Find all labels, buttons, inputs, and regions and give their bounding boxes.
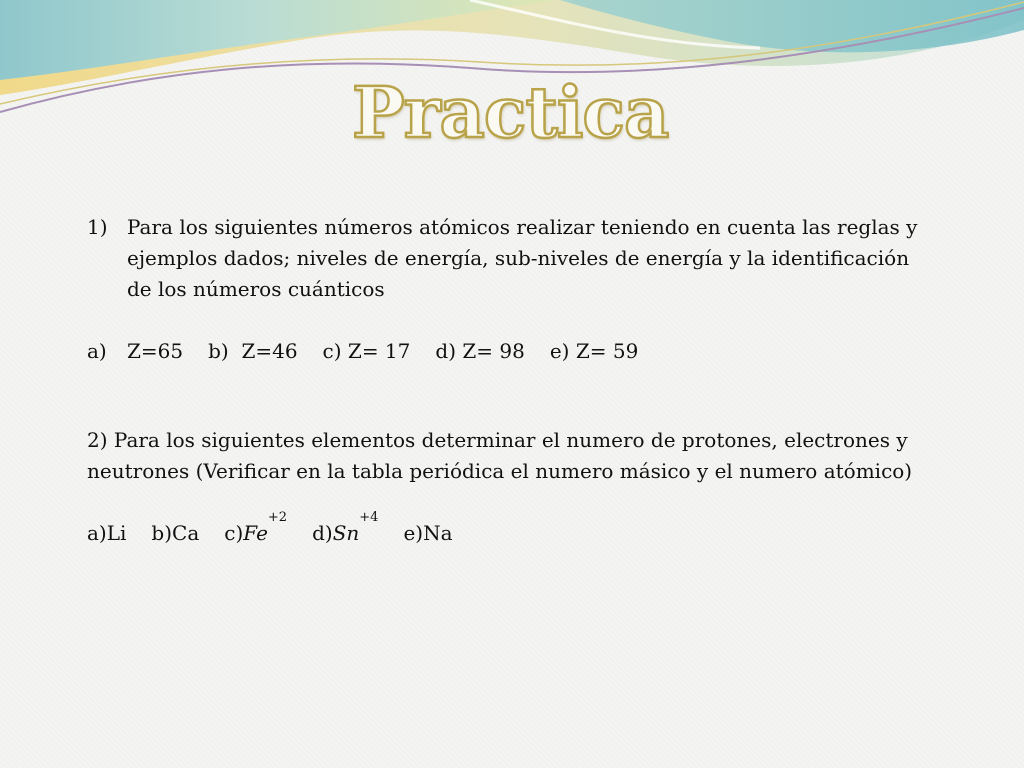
ion-charge: +4 (359, 510, 379, 525)
ion-charge: +2 (267, 510, 288, 525)
option-value: Z=46 (241, 339, 298, 363)
element-symbol: Sn (332, 521, 360, 545)
option-label: b) (151, 521, 173, 545)
question-1-number: 1) (87, 215, 108, 239)
question-1-options (87, 336, 937, 367)
question-2-text: 2) Para los siguientes elementos determinar el numero de protones, electrones y neutrones (Verificar en la tabla periódica el numero másico y el numero atómico) (87, 428, 913, 483)
option-label: c) (224, 521, 244, 545)
element-symbol: Fe (243, 521, 268, 545)
question-1 (87, 212, 937, 305)
element-symbol: Ca (172, 521, 200, 545)
option-label: d) (312, 521, 333, 545)
question-2-options (87, 510, 937, 549)
option-label: e) (403, 521, 424, 545)
option-label: e) (549, 339, 570, 363)
question-1-text: Para los siguientes números atómicos realizar teniendo en cuenta las reglas y ejemplos dados; niveles de energía, sub-niveles de energía y la identificación de los números cuánticos (127, 215, 918, 301)
option-value: Z=65 (127, 339, 184, 363)
option-value: Z= 17 (347, 339, 411, 363)
option-label: c) (322, 339, 342, 363)
slide-title: Practica (352, 71, 669, 154)
option-value: Z= 98 (462, 339, 525, 363)
option-label: b) (208, 339, 229, 363)
option-label: a) (87, 339, 107, 363)
slide-body (87, 212, 937, 549)
option-label: d) (435, 339, 456, 363)
element-symbol: Na (423, 521, 453, 545)
option-value: Z= 59 (575, 339, 639, 363)
option-label: a) (87, 521, 107, 545)
element-symbol: Li (106, 521, 127, 545)
